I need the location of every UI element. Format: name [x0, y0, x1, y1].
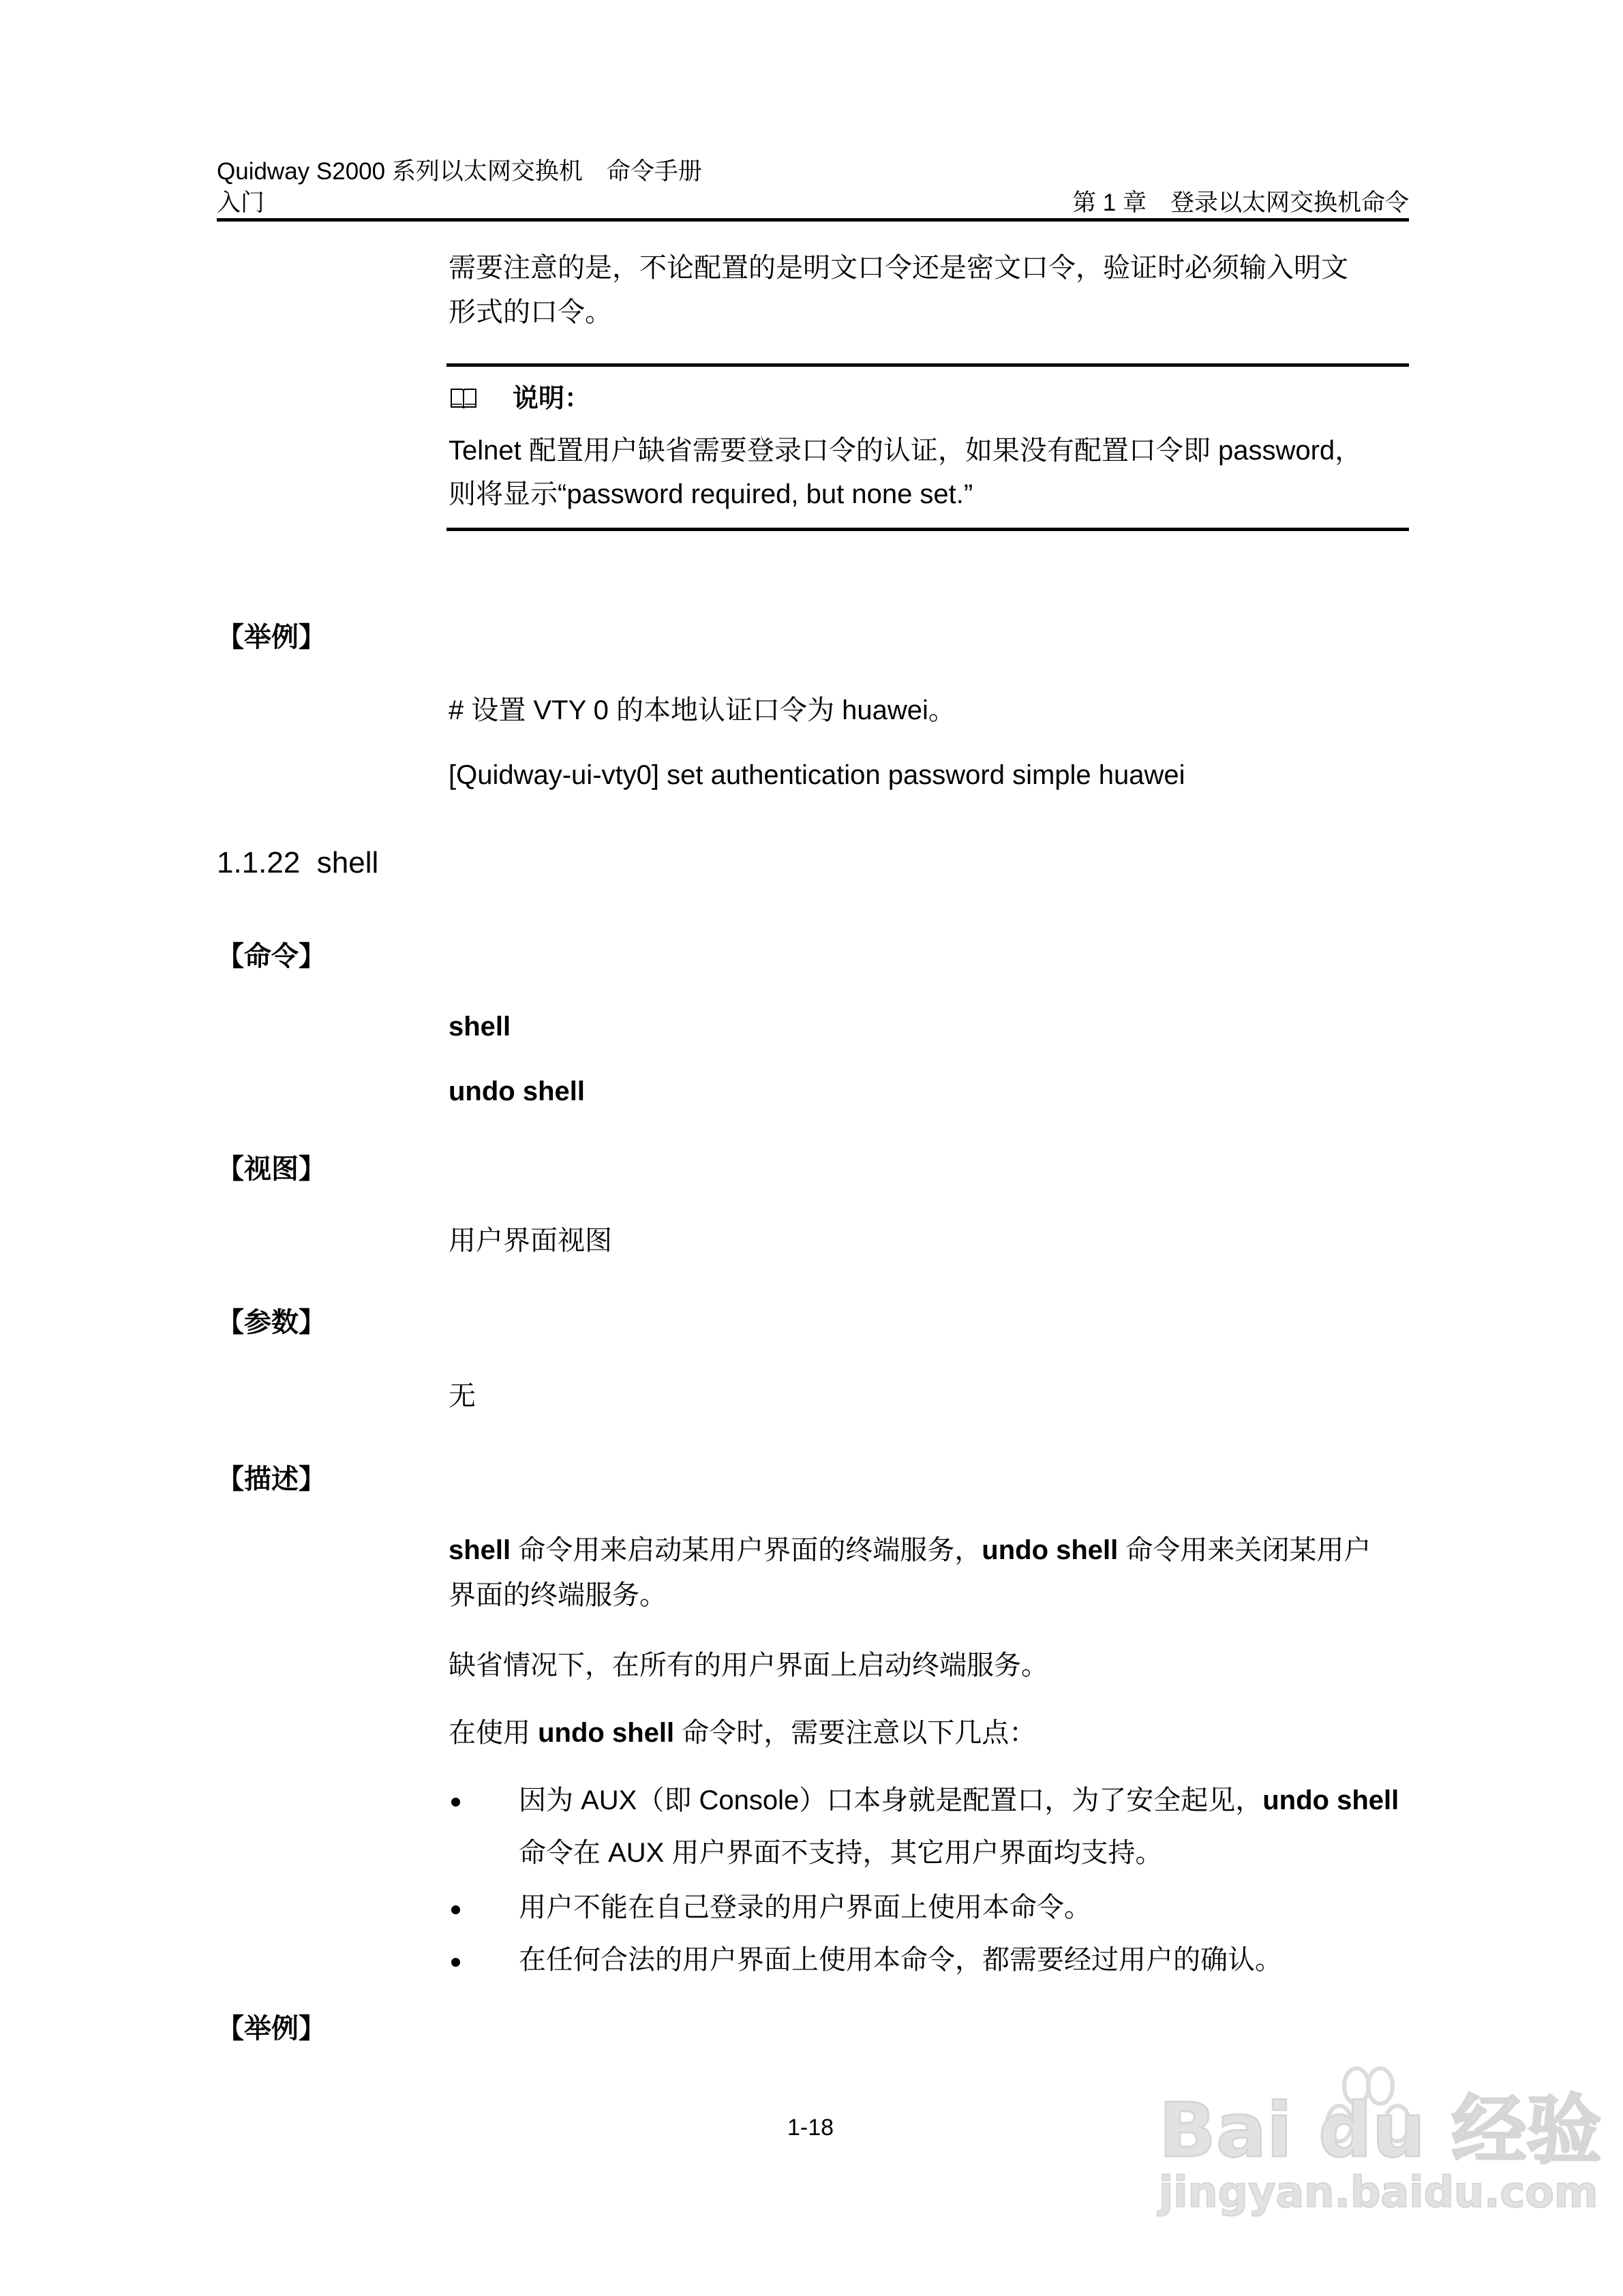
section-heading: [217, 848, 378, 878]
command-undo-shell: undo shell: [449, 1076, 585, 1106]
book-icon: [450, 387, 477, 412]
doc-title: Quidway S2000 系列以太网交换机 命令手册: [217, 158, 702, 185]
example-command: [Quidway-ui-vty0] set authentication password simple huawei: [449, 760, 1185, 790]
params-label: 【参数】: [217, 1308, 326, 1338]
bullet-item-3: 在任何合法的用户界面上使用本命令，都需要经过用户的确认。: [519, 1945, 1282, 1975]
baidu-watermark: [1152, 2059, 1602, 2225]
header-rule: [217, 218, 1409, 222]
note-line-2: 则将显示“password required, but none set.”: [449, 479, 973, 509]
view-value: 用户界面视图: [449, 1225, 612, 1256]
section-title: shell: [316, 846, 379, 879]
keyword: undo shell: [1262, 1785, 1399, 1815]
bullet-item-2: 用户不能在自己登录的用户界面上使用本命令。: [519, 1892, 1091, 1922]
chapter-title: 第 1 章 登录以太网交换机命令: [1072, 190, 1409, 216]
command-shell: shell: [449, 1012, 511, 1042]
example-label: 【举例】: [217, 622, 326, 652]
description-para-1: shell 命令用来启动某用户界面的终端服务，undo shell 命令用来关闭某用户: [449, 1535, 1371, 1565]
note-title: 说明：: [513, 384, 591, 413]
command-label: 【命令】: [217, 941, 326, 971]
description-label: 【描述】: [217, 1464, 326, 1494]
example-label-2: 【举例】: [217, 2014, 326, 2044]
intro-line-1: 需要注意的是，不论配置的是明文口令还是密文口令，验证时必须输入明文: [449, 253, 1348, 283]
description-para-1-line-2: 界面的终端服务。: [449, 1580, 667, 1610]
keyword: shell: [449, 1535, 511, 1565]
example-comment: # 设置 VTY 0 的本地认证口令为 huawei。: [449, 695, 956, 725]
note-bottom-rule: [446, 528, 1409, 531]
doc-subtitle: 入门: [217, 190, 265, 216]
description-para-2: 缺省情况下，在所有的用户界面上启动终端服务。: [449, 1650, 1048, 1680]
params-value: 无: [449, 1380, 476, 1412]
watermark-url: jingyan.baidu.com: [1159, 2167, 1598, 2217]
keyword: undo shell: [538, 1718, 675, 1748]
section-number: 1.1.22: [217, 846, 301, 879]
bullet-icon: [451, 1798, 460, 1807]
intro-line-2: 形式的口令。: [449, 297, 612, 327]
bullet-icon: [451, 1905, 460, 1914]
note-line-1: Telnet 配置用户缺省需要登录口令的认证，如果没有配置口令即 password，: [449, 436, 1363, 466]
keyword: undo shell: [982, 1535, 1119, 1565]
bullet-item-1: 因为 AUX（即 Console）口本身就是配置口，为了安全起见，undo shell: [519, 1785, 1399, 1815]
bullet-item-1-line-2: 命令在 AUX 用户界面不支持，其它用户界面均支持。: [519, 1838, 1163, 1868]
watermark-logo: Bai du 经验: [1159, 2087, 1602, 2174]
bullet-icon: [451, 1958, 460, 1967]
description-para-3: 在使用 undo shell 命令时，需要注意以下几点：: [449, 1718, 1037, 1748]
note-top-rule: [446, 363, 1409, 367]
view-label: 【视图】: [217, 1154, 326, 1184]
page-number: 1-18: [787, 2115, 834, 2141]
